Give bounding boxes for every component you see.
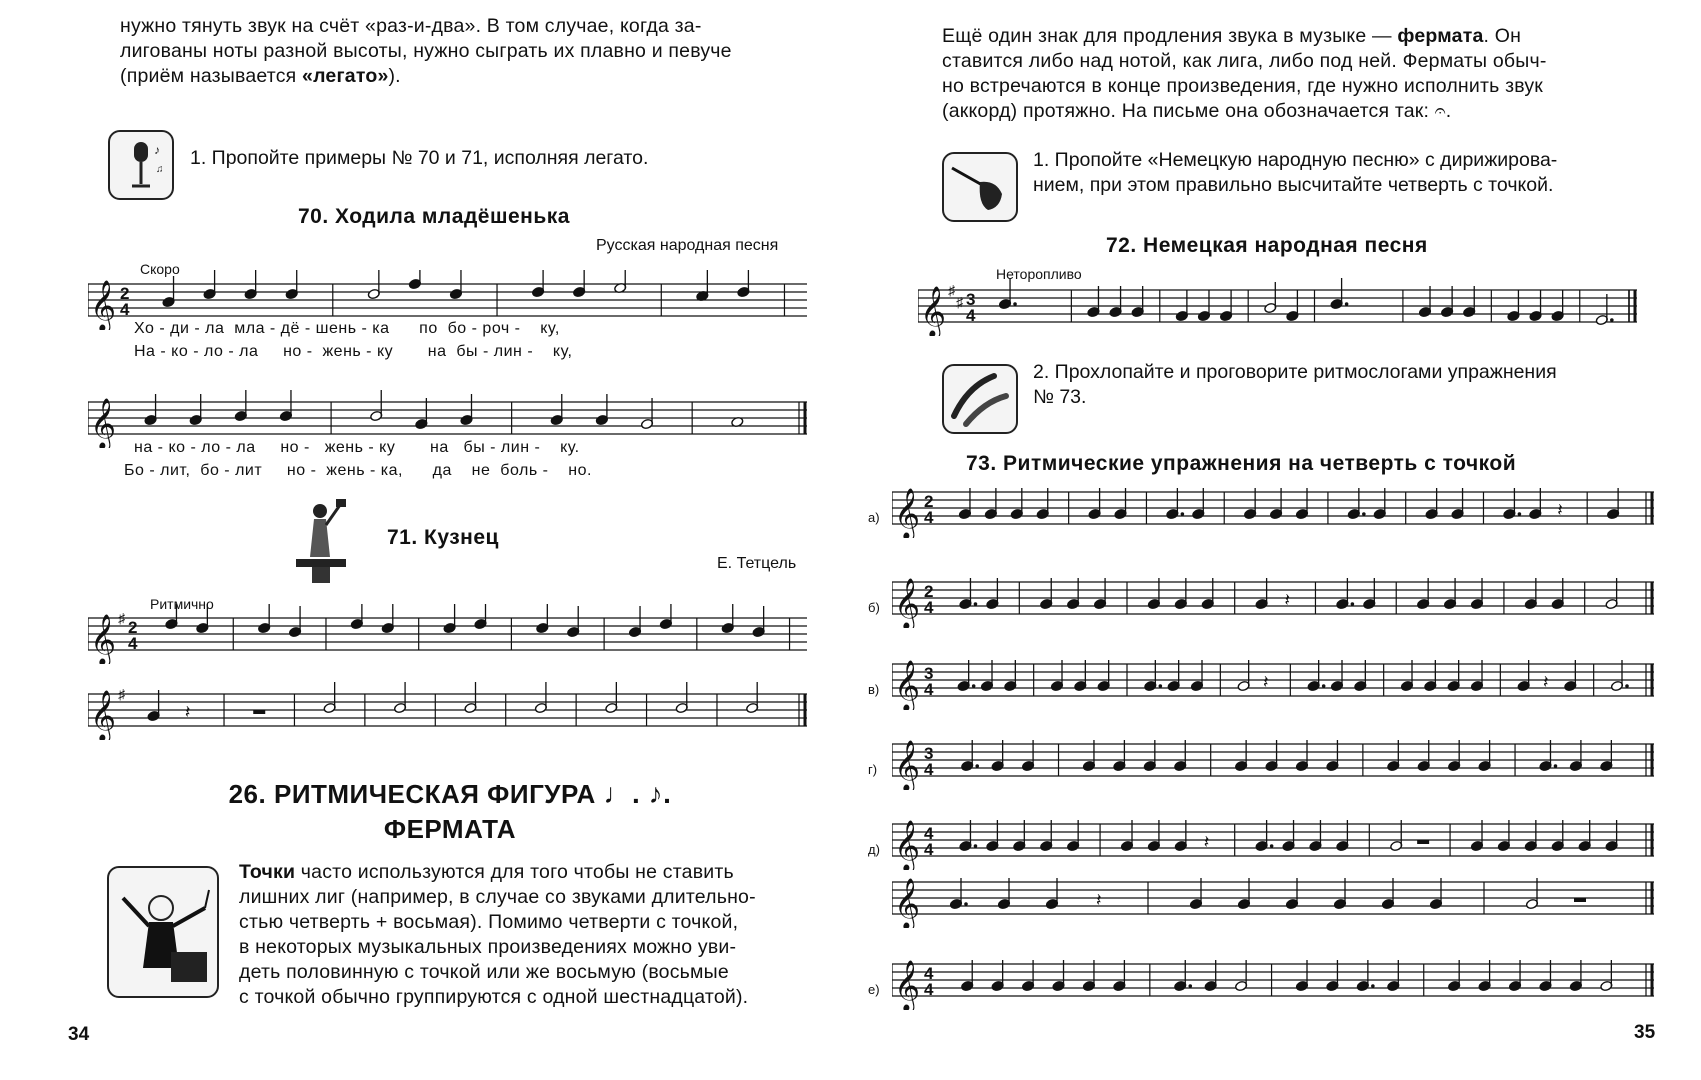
intro-paragraph <box>120 14 790 89</box>
page-number-left: 34 <box>68 1024 90 1045</box>
exercise-row-label: б) <box>868 600 880 615</box>
exercise-row-label: г) <box>868 762 878 777</box>
song-70-author: Русская народная песня <box>596 237 779 254</box>
exercise-row-label: е) <box>868 982 880 997</box>
svg-text:4: 4 <box>924 840 934 859</box>
section-heading-line-2: ФЕРМАТА <box>383 814 517 844</box>
svg-text:𝄽: 𝄽 <box>1263 672 1269 692</box>
svg-text:4: 4 <box>924 760 934 779</box>
task-right-1 <box>1033 148 1633 198</box>
conducting-hand-icon <box>942 152 1018 222</box>
dots-paragraph <box>239 860 787 1010</box>
exercise-row-staff <box>892 950 1660 1010</box>
song-71-author: Е. Тетцель <box>717 555 797 572</box>
song-70-lyrics-2b: Бо - лит, бо - лит но - жень - ка, да не боль - но. <box>124 462 592 479</box>
exercise-row-label: д) <box>868 842 880 857</box>
svg-text:𝄽: 𝄽 <box>1203 832 1210 852</box>
page-number-right: 35 <box>1634 1022 1656 1043</box>
svg-text:𝄞: 𝄞 <box>894 878 921 928</box>
svg-text:4: 4 <box>924 680 934 699</box>
exercise-row-staff <box>892 810 1660 870</box>
intro-line: нужно тянуть звук на счёт «раз-и-два». В том случае, когда за- <box>120 15 702 37</box>
fermata-line: но встречаются в конце произведения, где нужно исполнить звук <box>942 75 1544 97</box>
song-70-lyrics-2a: на - ко - ло - ла но - жень - ку на бы - лин - ку. <box>134 439 580 456</box>
svg-text:4: 4 <box>924 824 934 843</box>
task-right-1-line: нием, при этом правильно высчитайте четверть с точкой. <box>1033 174 1554 196</box>
svg-text:𝄞: 𝄞 <box>90 280 117 330</box>
dots-line: с точкой обычно группируются с одной шестнадцатой). <box>239 986 749 1008</box>
dots-line: стью четверть + восьмая). Помимо четверти с точкой, <box>239 911 739 933</box>
task-right-2-line: № 73. <box>1033 386 1087 408</box>
svg-text:4: 4 <box>924 964 934 983</box>
svg-text:4: 4 <box>924 598 934 617</box>
svg-text:𝄞: 𝄞 <box>894 740 921 790</box>
svg-text:𝄞: 𝄞 <box>90 690 117 740</box>
dots-line: деть половинную с точкой или же восьмую (восьмые <box>239 961 729 983</box>
svg-text:♪: ♪ <box>154 143 160 157</box>
svg-text:2: 2 <box>128 618 138 637</box>
exercise-row-staff <box>892 568 1660 628</box>
fermata-line: Ещё один знак для продления звука в музыке — фермата. Он <box>942 25 1522 47</box>
staff-72 <box>918 276 1643 336</box>
exercise-row-label: в) <box>868 682 880 697</box>
svg-text:4: 4 <box>924 508 934 527</box>
task-right-2 <box>1033 360 1633 410</box>
svg-text:3: 3 <box>924 744 934 763</box>
svg-text:𝄽: 𝄽 <box>1557 500 1563 520</box>
song-71-tempo: Ритмично <box>150 596 214 612</box>
exercise-73-title: 73. Ритмические упражнения на четверть с точкой <box>966 452 1517 475</box>
svg-text:4: 4 <box>128 634 138 653</box>
dots-line: Точки часто используются для того чтобы не ставить <box>239 861 734 883</box>
svg-text:𝄽: 𝄽 <box>1096 890 1102 910</box>
svg-text:𝄞: 𝄞 <box>894 820 921 870</box>
staff-71-line-1 <box>88 604 813 664</box>
svg-text:2: 2 <box>924 582 934 601</box>
conductor-icon <box>107 866 219 998</box>
exercise-row-label: а) <box>868 510 880 525</box>
clapping-hands-icon <box>942 364 1018 434</box>
svg-text:𝄞: 𝄞 <box>920 286 947 336</box>
svg-text:𝄽: 𝄽 <box>184 702 191 722</box>
dots-line: лишних лиг (например, в случае со звуками длительно- <box>239 886 756 908</box>
section-heading <box>180 778 720 845</box>
svg-text:2: 2 <box>924 492 934 511</box>
exercise-row-staff <box>892 730 1660 790</box>
svg-text:♫: ♫ <box>156 164 164 175</box>
song-70-title: 70. Ходила младёшенька <box>298 205 570 228</box>
svg-text:𝄞: 𝄞 <box>894 488 921 538</box>
svg-text:4: 4 <box>924 980 934 999</box>
svg-text:𝄽: 𝄽 <box>1543 672 1549 692</box>
section-heading-line-1: 26. РИТМИЧЕСКАЯ ФИГУРА ♩. ♪. <box>228 778 672 809</box>
song-70-lyrics-1b: На - ко - ло - ла но - жень - ку на бы - лин - ку, <box>134 343 573 360</box>
song-70-tempo: Скоро <box>140 261 180 277</box>
fermata-line: (аккорд) протяжно. На письме она обозначается так: 𝄐. <box>942 100 1452 122</box>
svg-text:♯: ♯ <box>956 293 963 310</box>
svg-text:3: 3 <box>966 290 976 309</box>
dots-line: в некоторых музыкальных произведениях можно уви- <box>239 936 737 958</box>
svg-text:4: 4 <box>966 306 976 325</box>
blacksmith-icon <box>292 497 352 585</box>
svg-text:3: 3 <box>924 664 934 683</box>
exercise-row-staff <box>892 478 1660 538</box>
song-71-title: 71. Кузнец <box>387 526 499 549</box>
svg-text:𝄞: 𝄞 <box>90 614 117 664</box>
fermata-line: ставится либо над нотой, как лига, либо под ней. Ферматы обыч- <box>942 50 1547 72</box>
svg-text:2: 2 <box>120 284 130 303</box>
task-1-text: 1. Пропойте примеры № 70 и 71, исполняя легато. <box>190 147 649 169</box>
song-72-tempo: Неторопливо <box>996 266 1082 282</box>
left-page <box>0 0 850 1080</box>
intro-line: (приём называется «легато»). <box>120 65 401 87</box>
svg-text:𝄽: 𝄽 <box>1284 590 1291 610</box>
svg-text:𝄞: 𝄞 <box>894 960 921 1010</box>
song-70-lyrics-1a: Хо - ди - ла мла - дё - шень - ка по бо - роч - ку, <box>134 320 560 337</box>
exercise-row-staff <box>892 650 1660 710</box>
svg-text:𝄞: 𝄞 <box>894 578 921 628</box>
svg-text:𝄞: 𝄞 <box>894 660 921 710</box>
svg-text:♯: ♯ <box>118 609 125 626</box>
intro-line: лигованы ноты разной высоты, нужно сыграть их плавно и певуче <box>120 40 732 62</box>
task-right-2-line: 2. Прохлопайте и проговорите ритмослогами упражнения <box>1033 361 1557 383</box>
svg-text:♯: ♯ <box>948 281 955 298</box>
exercise-row-staff <box>892 868 1660 928</box>
fermata-paragraph <box>942 24 1632 124</box>
task-right-1-line: 1. Пропойте «Немецкую народную песню» с дирижирова- <box>1033 149 1558 171</box>
song-72-title: 72. Немецкая народная песня <box>1106 234 1428 257</box>
svg-text:𝄞: 𝄞 <box>90 398 117 448</box>
svg-text:4: 4 <box>120 300 130 319</box>
right-page <box>850 0 1701 1080</box>
staff-71-line-2 <box>88 680 813 740</box>
svg-text:♯: ♯ <box>118 685 125 702</box>
singing-icon <box>108 130 174 200</box>
